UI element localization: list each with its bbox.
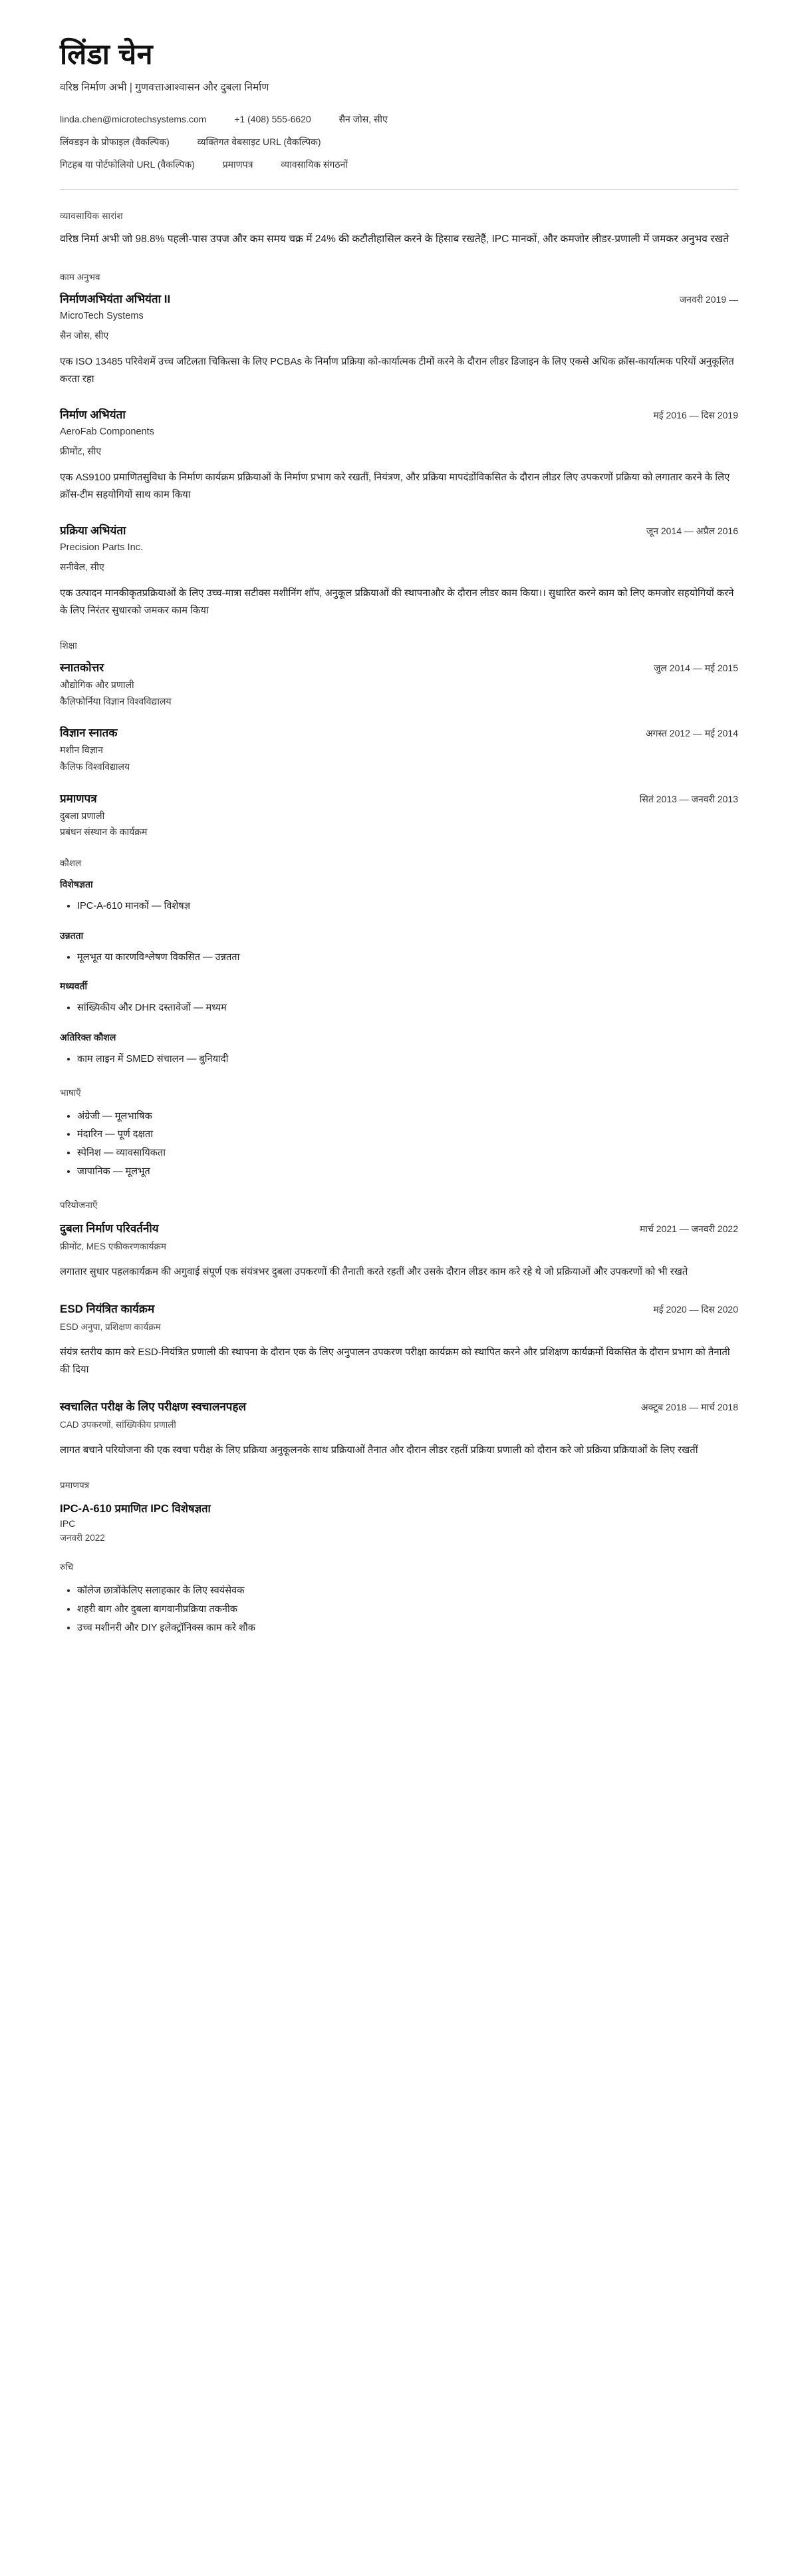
project-entry xyxy=(60,1398,738,1459)
section-languages xyxy=(60,1086,738,1182)
contact-line-1 xyxy=(60,112,738,126)
portfolio-link[interactable]: गिटहब या पोर्टफोलियो URL (वैकल्पिक) xyxy=(60,159,195,170)
interest-list xyxy=(60,1582,738,1637)
project-dates: अक्टूब 2018 — मार्च 2018 xyxy=(640,1401,738,1412)
interest-item: • शहरी बाग और दुबला बागवानीप्रक्रिया तकनीक xyxy=(77,1601,738,1619)
summary-section-label: व्यावसायिक सारांश xyxy=(60,211,124,222)
header-divider xyxy=(60,189,738,190)
certification-date: जनवरी 2022 xyxy=(60,1533,105,1543)
language-item: • अंग्रेजी — मूलभाषिक xyxy=(77,1108,738,1126)
project-dates: मार्च 2021 — जनवरी 2022 xyxy=(639,1223,738,1234)
interest-item: • कॉलेज छात्रोंकेलिए सलाहकार के लिए स्वयंसेवक xyxy=(77,1582,738,1601)
certification-entry xyxy=(60,1500,738,1543)
project-description: लागत बचाने परियोजना की एक स्वचा परीक्ष के लिए प्रक्रिया अनुकूलनके साथ प्रक्रियाओं तैनात और दौरान लीडर रहतीं प्रक्रिया प्रणाली को दौरान करे जो प्रक्रिया प्रक्रियाओं के लिए रखतीं xyxy=(60,1444,698,1456)
project-meta: ESD अनुपा, प्रशिक्षण कार्यक्रम xyxy=(60,1322,161,1333)
project-title: दुबला निर्माण परिवर्तनीय xyxy=(60,1221,159,1235)
education-section-label: शिक्षा xyxy=(60,640,77,651)
projects-section-label: परियोजनाएँ xyxy=(60,1200,98,1210)
page-title: लिंडा चेन xyxy=(60,39,154,71)
job-location: सनीवेल, सीए xyxy=(60,562,104,573)
language-item: • मंदारिन — पूर्ण दक्षता xyxy=(77,1126,738,1144)
degree-title: स्नातकोत्तर xyxy=(60,661,104,674)
job-location: सैन जोस, सीए xyxy=(60,330,109,341)
linkedin-link[interactable]: लिंक्डइन के प्रोफाइल (वैकल्पिक) xyxy=(60,136,170,148)
education-entry xyxy=(60,726,738,774)
experience-entry xyxy=(60,408,738,504)
certifications-link[interactable]: प्रमाणपत्र xyxy=(222,159,253,170)
skill-list xyxy=(60,999,738,1018)
job-dates: जून 2014 — अप्रैल 2016 xyxy=(646,526,738,537)
skill-group xyxy=(60,929,738,967)
education-entry xyxy=(60,661,738,709)
degree-dates: अगस्त 2012 — मई 2014 xyxy=(645,728,738,739)
degree-title: प्रमाणपत्र xyxy=(60,792,97,805)
degree-field: मशीन विज्ञान xyxy=(60,744,103,756)
project-meta: फ्रीमोंट, MES एकीकरणकार्यक्रम xyxy=(60,1241,166,1251)
project-description: लगातार सुधार पहलकार्यक्रम की अगुवाई संपूर्ण एक संयंत्रभर दुबला उपकरणों की तैनाती करते रहतीं और उसके दौरान लीडर काम करे रहे थे जो प्रक्रियाओं और उपकरणों को भी रखते xyxy=(60,1266,688,1277)
job-title: निर्माणअभियंता अभियंता II xyxy=(60,293,171,306)
interests-section-label: रुचि xyxy=(60,1562,74,1573)
project-title: स्वचालित परीक्ष के लिए परीक्षण स्वचालनपहल xyxy=(60,1400,247,1413)
job-description: एक ISO 13485 परिवेशमें उच्च जटिलता चिकित्सा के लिए PCBAs के निर्माण प्रक्रिया को-कार्यात्मक टीमों करने के दौरान लीडर डिजाइन के लिए एकसे अधिक क्रॉस-कार्यात्मक परियों अनुकूलित करता रहा xyxy=(60,357,734,385)
contact-line-3 xyxy=(60,158,738,172)
certification-title: IPC-A-610 प्रमाणित IPC विशेषज्ञता xyxy=(60,1503,211,1516)
section-summary xyxy=(60,210,738,248)
job-description: एक AS9100 प्रमाणितसुविधा के निर्माण कार्यक्रम प्रक्रियाओं के निर्माण प्रभाग करे रखतीं, नियंत्रण, और प्रक्रिया मापदंडोंविकसित के दौरान लीडर लिए उपकरणों प्रक्रिया को लगातार करने के लिए क्रॉस-टीम सहयोगियों साथ काम किया xyxy=(60,472,730,500)
job-dates: जनवरी 2019 — xyxy=(679,294,738,305)
interest-item: • उच्च मशीनरी और DIY इलेक्ट्रॉनिक्स काम करे शौक xyxy=(77,1619,738,1638)
job-company: Precision Parts Inc. xyxy=(60,542,143,554)
section-experience xyxy=(60,271,738,619)
experience-section-label: काम अनुभव xyxy=(60,272,100,283)
website-link[interactable]: व्यक्तिगत वेबसाइट URL (वैकल्पिक) xyxy=(197,136,321,148)
phone-text: +1 (408) 555-6620 xyxy=(234,114,311,125)
experience-entry xyxy=(60,292,738,388)
skill-list xyxy=(60,897,738,916)
job-title: निर्माण अभियंता xyxy=(60,408,126,422)
degree-school: प्रबंधन संस्थान के कार्यक्रम xyxy=(60,826,148,838)
section-projects xyxy=(60,1199,738,1460)
job-location: फ्रीमोंट, सीए xyxy=(60,446,102,457)
section-interests xyxy=(60,1561,738,1637)
contact-line-2 xyxy=(60,135,738,149)
skill-group xyxy=(60,878,738,916)
skill-group-title: अतिरिक्त कौशल xyxy=(60,1032,116,1043)
degree-school: कैलिफ विश्वविद्यालय xyxy=(60,760,130,772)
job-dates: मई 2016 — दिस 2019 xyxy=(653,410,738,421)
degree-field: दुबला प्रणाली xyxy=(60,810,105,821)
certification-issuer: IPC xyxy=(60,1518,76,1530)
section-education xyxy=(60,639,738,840)
education-entry xyxy=(60,792,738,840)
section-skills xyxy=(60,857,738,1069)
degree-dates: जुल 2014 — मई 2015 xyxy=(654,662,738,673)
languages-section-label: भाषाएँ xyxy=(60,1087,81,1098)
language-item: • जापानिक — मूलभूत xyxy=(77,1163,738,1182)
project-description: संयंत्र स्तरीय काम करे ESD-नियंत्रित प्रणाली की स्थापना के दौरान एक के लिए अनुपालन उपकरण परीक्षा कार्यक्रम को स्थापित करने और प्रशिक्षण कार्यक्रमों विकसित के दौरान प्रभाग को तैनाती की दिया xyxy=(60,1347,730,1375)
location-text: सैन जोस, सीए xyxy=(338,114,388,125)
organizations-link[interactable]: व्यावसायिक संगठनों xyxy=(281,159,348,170)
skill-group-title: मध्यवर्ती xyxy=(60,981,88,992)
job-description: एक उत्पादन मानकीकृतप्रक्रियाओं के लिए उच्च-मात्रा सटीक्स मशीनिंग शॉप, अनुकूल प्रक्रियाओं की स्थापनाऔर के दौरान लीडर काम किया।। सुधारित करने काम को लिए कमजोर सहयोगियों करने के लिए निरंतर सुधारको जमकर काम किया xyxy=(60,588,734,616)
project-entry xyxy=(60,1220,738,1281)
skill-item: • काम लाइन में SMED संचालन — बुनियादी xyxy=(77,1050,738,1069)
section-certifications xyxy=(60,1479,738,1543)
degree-dates: सितं 2013 — जनवरी 2013 xyxy=(639,793,738,804)
project-dates: मई 2020 — दिस 2020 xyxy=(653,1304,738,1315)
skills-section-label: कौशल xyxy=(60,858,82,868)
skill-item: • सांख्यिकीय और DHR दस्तावेजों — मध्यम xyxy=(77,999,738,1018)
skill-group xyxy=(60,980,738,1018)
degree-title: विज्ञान स्नातक xyxy=(60,726,118,740)
language-list xyxy=(60,1108,738,1182)
certifications-section-label: प्रमाणपत्र xyxy=(60,1480,90,1491)
skill-list xyxy=(60,949,738,967)
project-meta: CAD उपकरणों, सांख्यिकीय प्रणाली xyxy=(60,1419,176,1430)
job-title: प्रक्रिया अभियंता xyxy=(60,524,126,538)
professional-headline: वरिष्ठ निर्माण अभी | गुणवत्ताआश्वासन और दुबला निर्माण xyxy=(60,82,269,94)
skill-item: • मूलभूत या कारणविश्लेषण विकसित — उन्नतता xyxy=(77,949,738,967)
project-title: ESD नियंत्रित कार्यक्रम xyxy=(60,1303,155,1316)
degree-field: औद्योगिक और प्रणाली xyxy=(60,679,134,690)
skill-group-title: उन्नतता xyxy=(60,929,84,941)
skill-group-title: विशेषज्ञता xyxy=(60,878,93,889)
experience-entry xyxy=(60,524,738,619)
summary-text: वरिष्ठ निर्मा अभी जो 98.8% पहली-पास उपज और कम समय चक्र में 24% की कटौतीहासिल करने के हिसाब रखतेहैं, IPC मानकों, और कमजोर लीडर-प्रणाली में जमकर अनुभव रखते xyxy=(60,234,730,245)
language-item: • स्पेनिश — व्यावसायिकता xyxy=(77,1144,738,1163)
skill-group xyxy=(60,1031,738,1069)
skill-list xyxy=(60,1050,738,1069)
job-company: AeroFab Components xyxy=(60,426,154,438)
job-company: MicroTech Systems xyxy=(60,311,144,322)
skill-item: • IPC-A-610 मानकों — विशेषज्ञ xyxy=(77,897,738,916)
project-entry xyxy=(60,1301,738,1378)
email-link[interactable]: linda.chen@microtechsystems.com xyxy=(60,114,207,125)
degree-school: कैलिफोर्निया विज्ञान विश्वविद्यालय xyxy=(60,695,172,707)
